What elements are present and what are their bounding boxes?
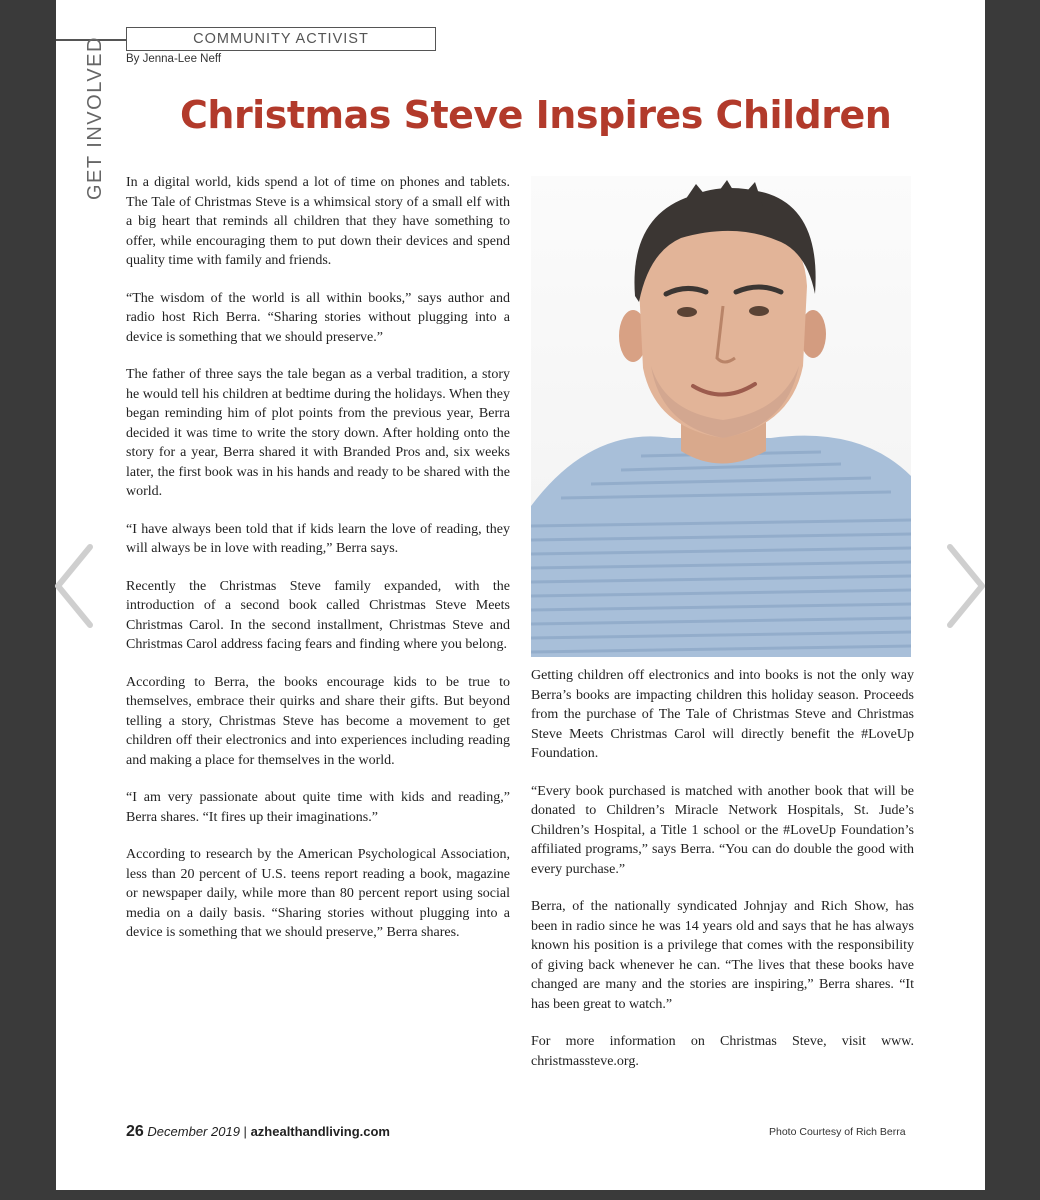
portrait-illustration bbox=[531, 176, 911, 657]
issue-date: December 2019 bbox=[147, 1124, 240, 1139]
paragraph: For more information on Christmas Steve, visit www. christmassteve.org. bbox=[531, 1034, 914, 1069]
footer-separator: | bbox=[243, 1124, 247, 1139]
section-tag: COMMUNITY ACTIVIST bbox=[126, 27, 436, 51]
paragraph: The father of three says the tale began as a verbal tradition, a story he would tell his children at bedtime during the holidays. When they began reminding him of plot points from the previous year, Berra decided it was time to write the story down. After holding onto the story for a year, Berra shared it with Branded Pros and, six weeks later, the first book was in his hands and ready to be shared with the world. bbox=[126, 367, 510, 499]
paragraph: Recently the Christmas Steve family expanded, with the introduction of a second book called Christmas Steve Meets Christmas Carol. In the second installment, Christmas Steve and Christmas Carol address facing fears and finding where you belong. bbox=[126, 578, 510, 652]
chevron-right-icon bbox=[944, 543, 990, 629]
paragraph: “The wisdom of the world is all within books,” says author and radio host Rich Berra. “Sharing stories without plugging into a device is something that we should preserve.” bbox=[126, 290, 510, 345]
page-number: 26 bbox=[126, 1123, 144, 1140]
side-label: GET INVOLVED bbox=[84, 36, 106, 200]
paragraph: “I have always been told that if kids learn the love of reading, they will always be in love with reading,” Berra says. bbox=[126, 521, 510, 556]
paragraph: “I am very passionate about quite time with kids and reading,” Berra shares. “It fires up their imaginations.” bbox=[126, 790, 510, 825]
portrait-photo bbox=[531, 176, 911, 657]
paragraph: In a digital world, kids spend a lot of time on phones and tablets. The Tale of Christmas Steve is a whimsical story of a small elf with a big heart that reminds all children that they have something to offer, while encouraging them to put down their devices and spend quality time with family and friends. bbox=[126, 175, 510, 268]
paragraph: According to research by the American Psychological Association, less than 20 percent of U.S. teens report reading a book, magazine or newspaper daily, while more than 80 percent report using social media on a daily basis. “Sharing stories without plugging into a device is something that we should preserve,” Berra shares. bbox=[126, 847, 510, 940]
paragraph: “Every book purchased is matched with another book that will be donated to Children’s Miracle Network Hospitals, St. Jude’s Children’s Hospital, a Title 1 school or the #LoveUp Foundation’s affiliated programs,” says Berra. “You can do double the good with every purchase.” bbox=[531, 783, 914, 877]
next-page-button[interactable] bbox=[944, 543, 990, 629]
chevron-left-icon bbox=[50, 543, 96, 629]
site-link[interactable]: azhealthandliving.com bbox=[250, 1124, 390, 1139]
paragraph: Getting children off electronics and into books is not the only way Berra’s books are impacting children this holiday season. Proceeds from the purchase of The Tale of Christmas Steve and Christmas Steve Meets Christmas Carol will directly benefit the #LoveUp Foundation. bbox=[531, 668, 914, 761]
paragraph: According to Berra, the books encourage kids to be true to themselves, embrace their quirks and share their gifts. But beyond telling a story, Christmas Steve has become a movement to get children off their electronics and into experiences including reading and making a place for themselves in the world. bbox=[126, 674, 510, 768]
magazine-page bbox=[56, 0, 985, 1190]
photo-credit: Photo Courtesy of Rich Berra bbox=[769, 1126, 906, 1138]
right-column bbox=[531, 666, 914, 1089]
paragraph: Berra, of the nationally syndicated Johnjay and Rich Show, has been in radio since he was 14 years old and says that he has always known his position is a privilege that comes with the responsibility of giving back whenever he can. “The lives that these books have changed are many and the stories are inspiring,” Berra shares. “It has been great to watch.” bbox=[531, 899, 914, 1012]
byline: By Jenna-Lee Neff bbox=[126, 53, 222, 65]
article-headline: Christmas Steve Inspires Children bbox=[180, 93, 892, 137]
left-column bbox=[126, 173, 510, 961]
prev-page-button[interactable] bbox=[50, 543, 96, 629]
page-footer bbox=[126, 1123, 390, 1141]
